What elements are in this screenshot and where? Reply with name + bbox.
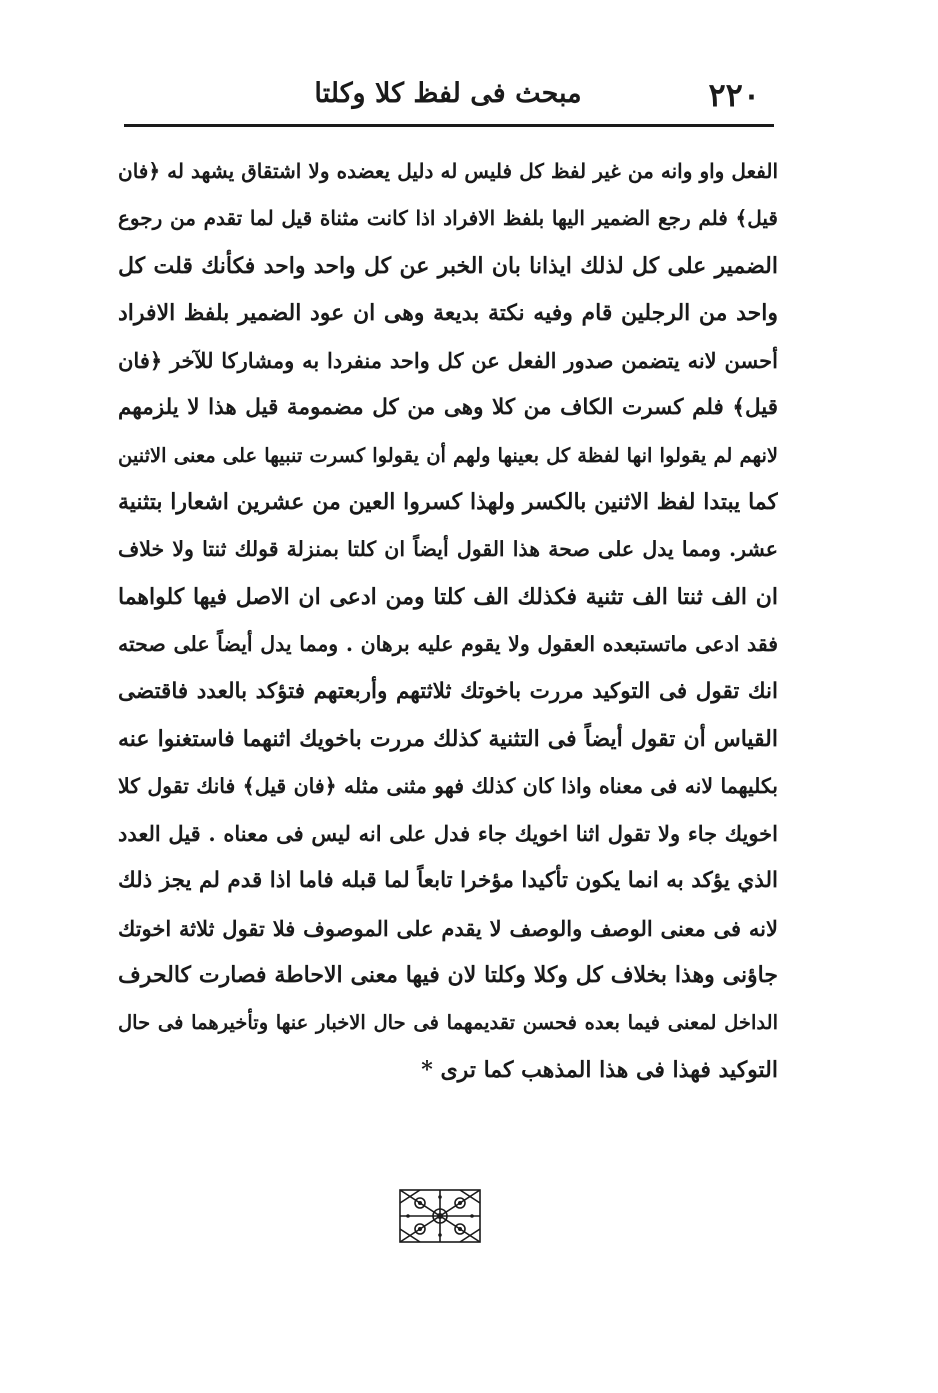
text-line: عشر. ومما يدل على صحة هذا القول أيضاً ان كلتا بمنزلة قولك ثنتا ولا خلاف [118, 537, 778, 562]
text-line: الداخل لمعنى فيما بعده فحسن تقديمهما فى حال الاخبار عنها وتأخيرهما فى حال [118, 1011, 778, 1035]
body-text [118, 148, 778, 1094]
text-line: بكليهما لانه فى معناه واذا كان كذلك فهو مثنى مثله ﴿فان قيل﴾ فانك تقول كلا [118, 773, 778, 798]
text-line: اخويك جاء ولا تقول اثنا اخويك جاء فدل على انه ليس فى معناه . قيل العدد [118, 821, 778, 847]
text-line: ان الف ثنتا الف تثنية فكذلك الف كلتا ومن ادعى ان الاصل فيها كلواهما [118, 583, 778, 610]
text-line: التوكيد فهذا فى هذا المذهب كما ترى * [421, 1056, 778, 1083]
header-rule [124, 124, 774, 127]
text-line: لانه فى معنى الوصف والوصف لا يقدم على الموصوف فلا تقول ثلاثة اخوتك [118, 915, 778, 941]
text-line: قيل﴾ فلم كسرت الكاف من كلا وهى من كل مضمومة قيل هذا لا يلزمهم [118, 395, 778, 421]
end-ornament [398, 1188, 482, 1244]
text-line: الضمير على كل لذلك ايذانا بان الخبر عن كل واحد واحد فكأنك قلت كل [118, 252, 778, 279]
page-header [122, 70, 774, 126]
text-line: أحسن لانه يتضمن صدور الفعل عن كل واحد منفردا به ومشاركا للآخر ﴿فان [118, 348, 778, 374]
running-title: مبحث فى لفظ كلا وكلتا [314, 78, 582, 109]
text-line: كما يبتدا لفظ الاثنين بالكسر ولهذا كسروا العين من عشرين اشعارا بتثنية [118, 489, 778, 516]
page-number: ٢٢٠ [708, 76, 760, 114]
text-line: الذي يؤكد به انما يكون تأكيدا مؤخرا تابعاً لما قبله فاما اذا قدم لم يجز ذلك [118, 868, 778, 894]
text-line: الفعل واو وانه من غير لفظ كل فليس له دليل يعضده ولا اشتقاق يشهد له ﴿فان [118, 159, 778, 183]
text-line: انك تقول فى التوكيد مررت باخوتك ثلاثتهم وأربعتهم فتؤكد بالعدد فاقتضى [118, 679, 778, 705]
text-line: فقد ادعى ماتستبعده العقول ولا يقوم عليه برهان . ومما يدل أيضاً على صحته [118, 631, 778, 656]
text-line: جاؤنى وهذا بخلاف كل وكلا وكلتا لان فيها معنى الاحاطة فصارت كالحرف [118, 962, 778, 989]
text-line: لانهم لم يقولوا انها لفظة كل بعينها ولهم أن يقولوا كسرت تنبيها على معنى الاثنين [118, 443, 778, 467]
text-line: القياس أن تقول أيضاً فى التثنية كذلك مررت باخويك اثنهما فاستغنوا عنه [118, 725, 778, 752]
text-line: قيل﴾ فلم رجع الضمير اليها بلفظ الافراد اذا كانت مثناة قيل لما تقدم من رجوع [118, 206, 778, 231]
text-line: واحد من الرجلين قام وفيه نكتة بديعة وهى ان عود الضمير بلفظ الافراد [118, 299, 778, 326]
